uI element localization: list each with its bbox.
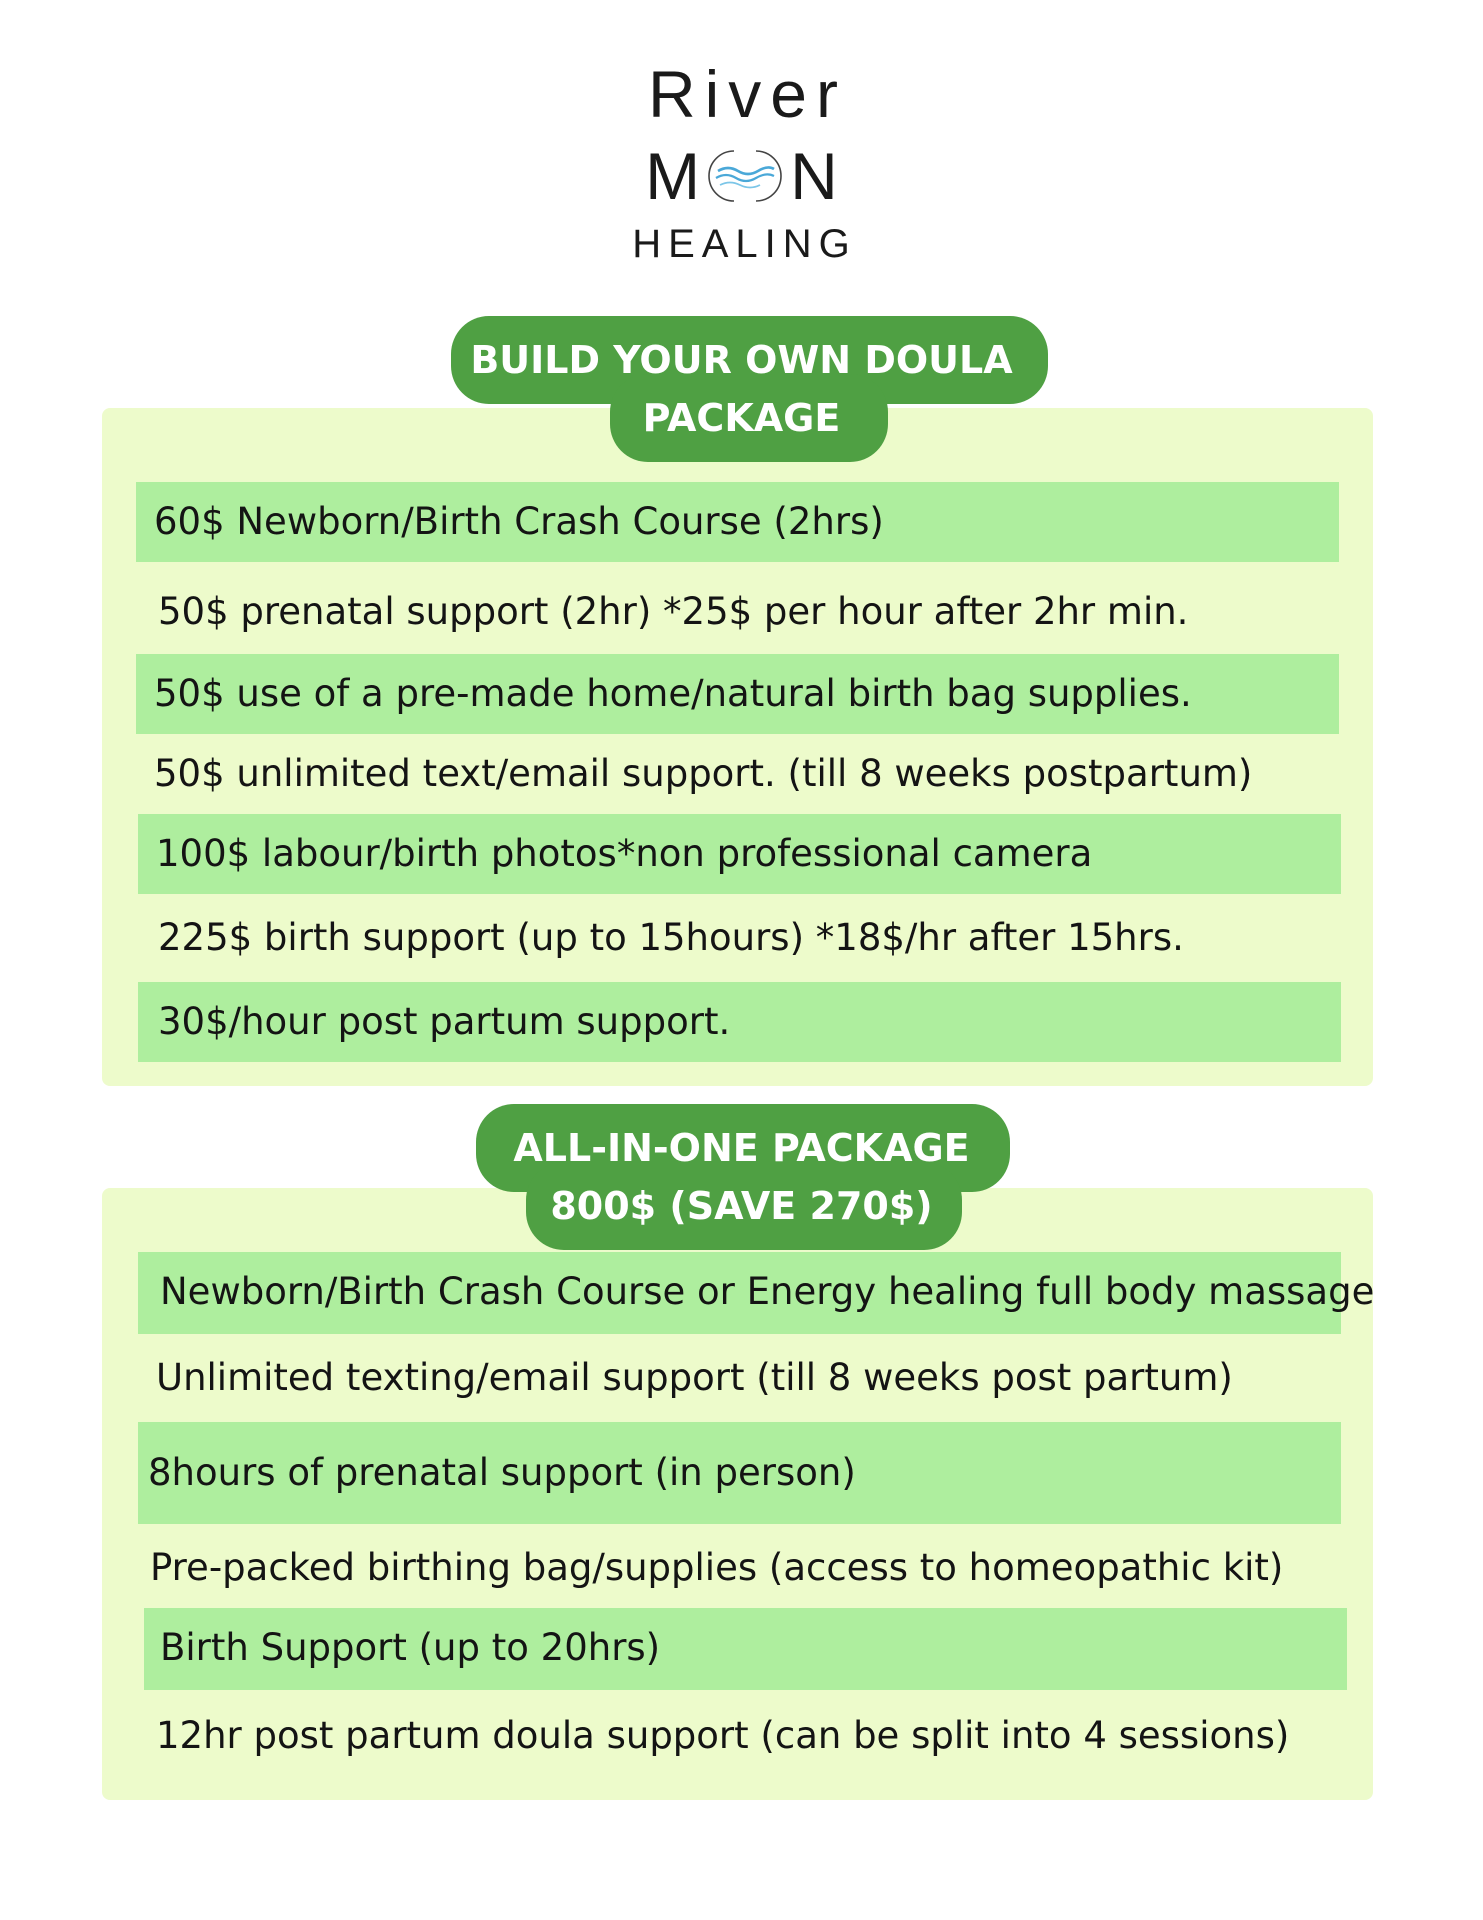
package-title-line: PACKAGE [642, 396, 841, 440]
package-title-line: ALL-IN-ONE PACKAGE [513, 1126, 970, 1170]
package-item: 50$ unlimited text/email support. (till 8 weeks postpartum) [154, 752, 1253, 795]
logo-letter-m: M [645, 139, 701, 213]
logo-word-river: River [647, 57, 847, 131]
logo-word-moon [0, 134, 1483, 218]
package-item: 100$ labour/birth photos*non professional camera [138, 814, 1341, 894]
package-item: 8hours of prenatal support (in person) [138, 1422, 1341, 1524]
package-item: 50$ use of a pre-made home/natural birth bag supplies. [136, 654, 1339, 734]
package-item: 12hr post partum doula support (can be split into 4 sessions) [156, 1714, 1290, 1757]
package-title-line: 800$ (SAVE 270$) [550, 1184, 933, 1228]
crescent-moon-waves-icon [704, 145, 786, 207]
package-item: Newborn/Birth Crash Course or Energy healing full body massage [138, 1252, 1341, 1334]
build-your-own-package-title [0, 316, 1483, 462]
package-item: Birth Support (up to 20hrs) [144, 1608, 1347, 1690]
build-your-own-package-panel [102, 408, 1373, 1086]
logo-letter-n: N [790, 139, 838, 213]
brand-logo [0, 56, 1483, 270]
package-item: 225$ birth support (up to 15hours) *18$/hr after 15hrs. [158, 916, 1184, 959]
package-title-line: BUILD YOUR OWN DOULA [470, 338, 1013, 382]
package-item: 30$/hour post partum support. [138, 982, 1341, 1062]
all-in-one-package-panel [102, 1188, 1373, 1800]
all-in-one-package-title [0, 1104, 1483, 1250]
package-item: 50$ prenatal support (2hr) *25$ per hour after 2hr min. [158, 590, 1189, 633]
package-item: Unlimited texting/email support (till 8 weeks post partum) [156, 1356, 1233, 1399]
package-item: 60$ Newborn/Birth Crash Course (2hrs) [136, 482, 1339, 562]
package-item: Pre-packed birthing bag/supplies (access to homeopathic kit) [150, 1546, 1284, 1589]
logo-word-healing: HEALING [632, 222, 857, 266]
